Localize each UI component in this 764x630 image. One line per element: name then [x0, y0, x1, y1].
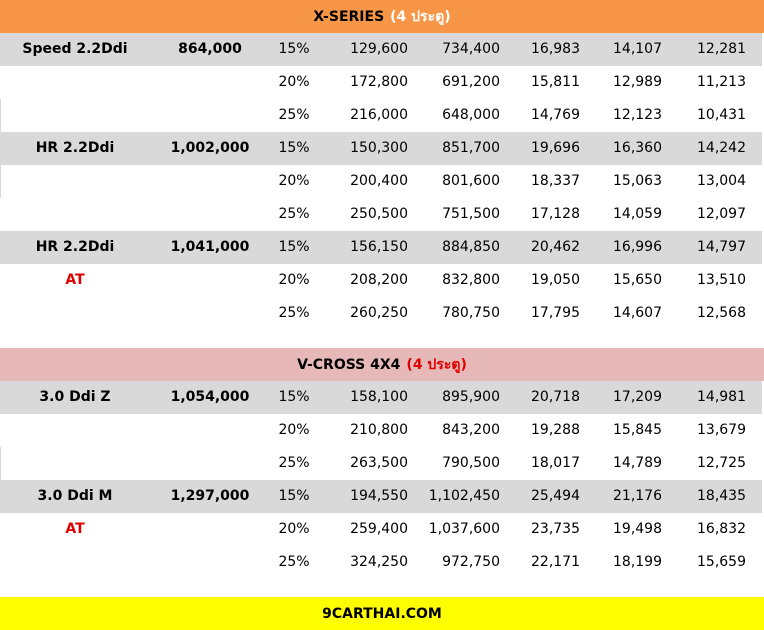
finance-amount: 801,600: [442, 173, 500, 189]
installment-60: 15,845: [613, 422, 662, 438]
table-row: [0, 381, 764, 414]
table-row: [0, 264, 764, 297]
installment-72: 12,568: [697, 305, 746, 321]
table-row: [0, 99, 764, 132]
model-name: [0, 99, 150, 132]
installment-48: 25,494: [531, 488, 580, 504]
model-name: [0, 447, 150, 480]
down-payment-percent: 15%: [278, 41, 310, 57]
finance-amount: 1,102,450: [428, 488, 500, 504]
table-row: [0, 132, 764, 165]
down-payment-percent: 15%: [278, 239, 310, 255]
car-price: 1,297,000: [170, 488, 250, 504]
installment-60: 16,996: [613, 239, 662, 255]
finance-amount: 734,400: [442, 41, 500, 57]
installment-72: 16,832: [697, 521, 746, 537]
down-payment-percent: 15%: [278, 488, 310, 504]
car-price: [150, 264, 270, 297]
finance-amount: 972,750: [442, 554, 500, 570]
down-payment: 259,400: [350, 521, 408, 537]
down-payment-percent: 15%: [278, 140, 310, 156]
down-payment: 150,300: [350, 140, 408, 156]
installment-72: 14,981: [697, 389, 746, 405]
installment-72: 11,213: [697, 74, 746, 90]
finance-amount: 895,900: [442, 389, 500, 405]
section-subtitle: (4 ประตู): [406, 356, 467, 373]
section-title: X-SERIES: [313, 8, 385, 25]
finance-amount: 790,500: [442, 455, 500, 471]
car-price: 1,054,000: [170, 389, 250, 405]
finance-amount: 751,500: [442, 206, 500, 222]
cell-border: [0, 165, 1, 198]
down-payment-percent: 25%: [278, 455, 310, 471]
installment-72: 14,242: [697, 140, 746, 156]
installment-60: 14,789: [613, 455, 662, 471]
finance-amount: 648,000: [442, 107, 500, 123]
down-payment-percent: 25%: [278, 305, 310, 321]
installment-60: 16,360: [613, 140, 662, 156]
installment-48: 20,718: [531, 389, 580, 405]
installment-72: 15,659: [697, 554, 746, 570]
table-row: [0, 546, 764, 579]
installment-72: 13,004: [697, 173, 746, 189]
down-payment: 200,400: [350, 173, 408, 189]
installment-72: 18,435: [697, 488, 746, 504]
installment-48: 15,811: [531, 74, 580, 90]
car-price: [150, 165, 270, 198]
footer-text: 9CARTHAI.COM: [322, 605, 442, 622]
table-row: [0, 480, 764, 513]
installment-48: 19,696: [531, 140, 580, 156]
table-row: [0, 165, 764, 198]
installment-72: 13,679: [697, 422, 746, 438]
installment-48: 14,769: [531, 107, 580, 123]
installment-60: 12,989: [613, 74, 662, 90]
down-payment-percent: 25%: [278, 206, 310, 222]
down-payment: 250,500: [350, 206, 408, 222]
table-row: [0, 447, 764, 480]
table-row: [0, 198, 764, 231]
transmission-label: AT: [65, 521, 85, 537]
installment-60: 17,209: [613, 389, 662, 405]
car-price: [150, 546, 270, 579]
down-payment-percent: 20%: [278, 422, 310, 438]
car-price: [150, 198, 270, 231]
model-name: HR 2.2Ddi: [35, 239, 115, 255]
car-price: [150, 414, 270, 447]
model-name: 3.0 Ddi Z: [39, 389, 111, 405]
down-payment: 158,100: [350, 389, 408, 405]
cell-border: [0, 447, 1, 480]
car-price: [150, 513, 270, 546]
installment-60: 21,176: [613, 488, 662, 504]
table-row: [0, 66, 764, 99]
car-price: [150, 297, 270, 330]
table-row: [0, 297, 764, 330]
installment-48: 17,128: [531, 206, 580, 222]
installment-60: 18,199: [613, 554, 662, 570]
installment-72: 10,431: [697, 107, 746, 123]
car-price: [150, 66, 270, 99]
installment-60: 15,063: [613, 173, 662, 189]
model-name: [0, 297, 150, 330]
down-payment-percent: 20%: [278, 272, 310, 288]
down-payment: 216,000: [350, 107, 408, 123]
down-payment: 210,800: [350, 422, 408, 438]
down-payment: 324,250: [350, 554, 408, 570]
installment-60: 14,607: [613, 305, 662, 321]
down-payment: 172,800: [350, 74, 408, 90]
installment-60: 19,498: [613, 521, 662, 537]
down-payment-percent: 20%: [278, 74, 310, 90]
down-payment-percent: 15%: [278, 389, 310, 405]
installment-60: 12,123: [613, 107, 662, 123]
down-payment-percent: 20%: [278, 173, 310, 189]
finance-amount: 884,850: [442, 239, 500, 255]
section-title: V-CROSS 4X4: [297, 356, 401, 373]
down-payment: 208,200: [350, 272, 408, 288]
finance-amount: 780,750: [442, 305, 500, 321]
finance-amount: 832,800: [442, 272, 500, 288]
cell-border: [0, 99, 1, 132]
car-price: 1,002,000: [170, 140, 250, 156]
model-name: [0, 165, 150, 198]
table-row: [0, 414, 764, 447]
model-name: [0, 198, 150, 231]
installment-48: 19,050: [531, 272, 580, 288]
installment-72: 14,797: [697, 239, 746, 255]
finance-amount: 851,700: [442, 140, 500, 156]
model-name: 3.0 Ddi M: [37, 488, 113, 504]
finance-amount: 691,200: [442, 74, 500, 90]
down-payment-percent: 25%: [278, 554, 310, 570]
model-name: [0, 546, 150, 579]
section-header-v-cross: [0, 348, 764, 381]
installment-72: 12,097: [697, 206, 746, 222]
table-row: [0, 231, 764, 264]
installment-60: 14,107: [613, 41, 662, 57]
installment-48: 16,983: [531, 41, 580, 57]
model-name: Speed 2.2Ddi: [22, 41, 128, 57]
installment-48: 17,795: [531, 305, 580, 321]
car-price: 1,041,000: [170, 239, 250, 255]
installment-60: 15,650: [613, 272, 662, 288]
installment-48: 23,735: [531, 521, 580, 537]
down-payment: 156,150: [350, 239, 408, 255]
section-subtitle: (4 ประตู): [390, 8, 451, 25]
installment-48: 22,171: [531, 554, 580, 570]
installment-48: 19,288: [531, 422, 580, 438]
finance-amount: 843,200: [442, 422, 500, 438]
installment-72: 13,510: [697, 272, 746, 288]
down-payment: 129,600: [350, 41, 408, 57]
car-price: [150, 99, 270, 132]
finance-amount: 1,037,600: [428, 521, 500, 537]
installment-48: 18,337: [531, 173, 580, 189]
model-name: [0, 414, 150, 447]
transmission-label: AT: [65, 272, 85, 288]
installment-72: 12,725: [697, 455, 746, 471]
installment-48: 18,017: [531, 455, 580, 471]
installment-60: 14,059: [613, 206, 662, 222]
down-payment-percent: 20%: [278, 521, 310, 537]
model-name: HR 2.2Ddi: [35, 140, 115, 156]
down-payment-percent: 25%: [278, 107, 310, 123]
down-payment: 194,550: [350, 488, 408, 504]
table-row: [0, 513, 764, 546]
footer-website: [0, 597, 764, 630]
car-price: 864,000: [178, 41, 242, 57]
installment-48: 20,462: [531, 239, 580, 255]
section-header-x-series: [0, 0, 764, 33]
down-payment: 263,500: [350, 455, 408, 471]
car-price: [150, 447, 270, 480]
installment-72: 12,281: [697, 41, 746, 57]
model-name: [0, 66, 150, 99]
down-payment: 260,250: [350, 305, 408, 321]
table-row: [0, 33, 764, 66]
